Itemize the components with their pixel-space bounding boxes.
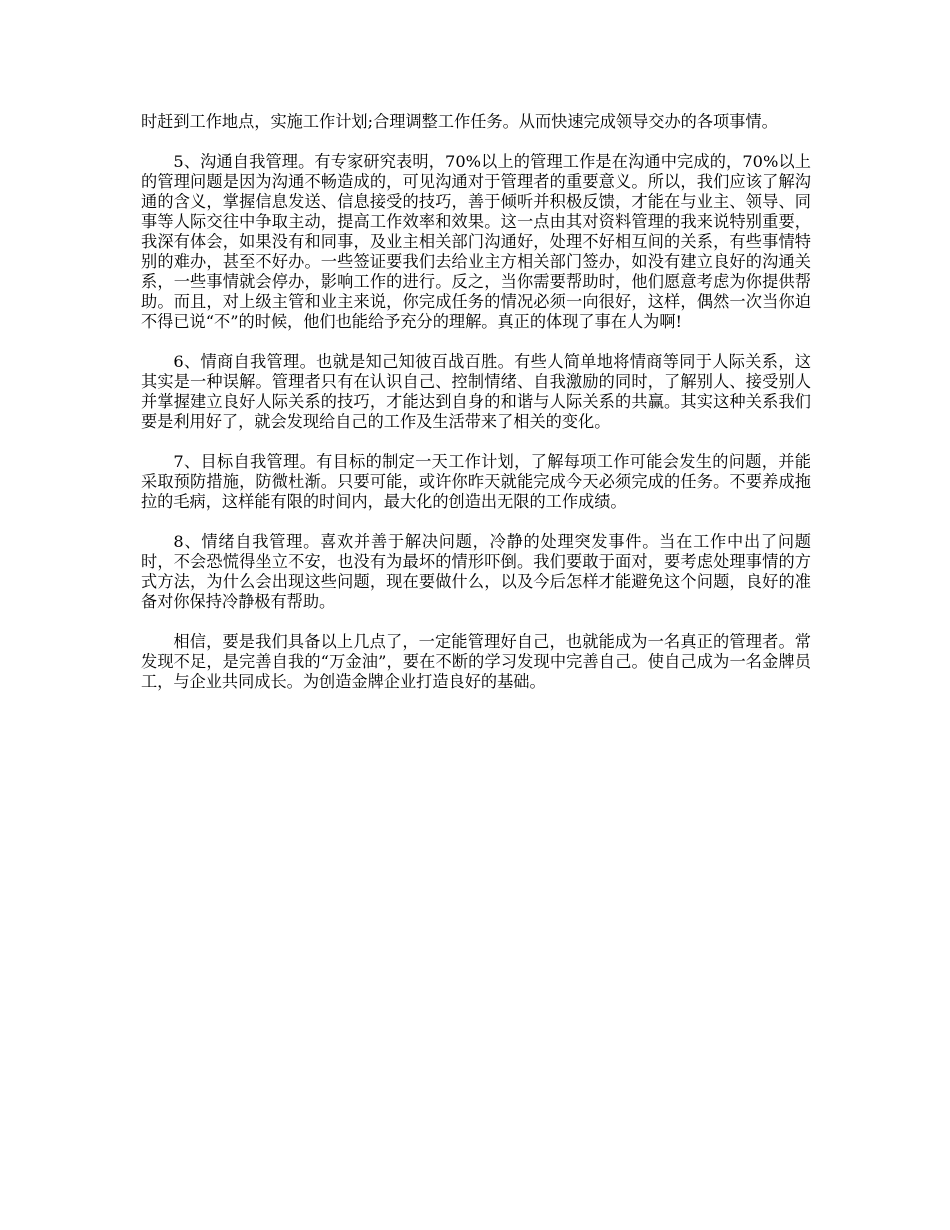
paragraph-emotion-management: 8、情绪自我管理。喜欢并善于解决问题，冷静的处理突发事件。当在工作中出了问题时，不会恐慌得坐立不安，也没有为最坏的情形吓倒。我们要敢于面对，要考虑处理事情的方式方法，为什么会出现这些问题，现在要做什么，以及今后怎样才能避免这个问题，良好的准备对你保持冷静极有帮助。 xyxy=(141,532,811,611)
paragraph-conclusion: 相信，要是我们具备以上几点了，一定能管理好自己，也就能成为一名真正的管理者。常发现不足，是完善自我的“万金油”，要在不断的学习发现中完善自己。使自己成为一名金牌员工，与企业共同成长。为创造金牌企业打造良好的基础。 xyxy=(141,632,811,691)
paragraph-goal-management: 7、目标自我管理。有目标的制定一天工作计划，了解每项工作可能会发生的问题，并能采取预防措施，防微杜渐。只要可能，或许你昨天就能完成今天必须完成的任务。不要养成拖拉的毛病，这样能有限的时间内，最大化的创造出无限的工作成绩。 xyxy=(141,452,811,511)
paragraph-communication-management: 5、沟通自我管理。有专家研究表明，70%以上的管理工作是在沟通中完成的，70%以上的管理问题是因为沟通不畅造成的，可见沟通对于管理者的重要意义。所以，我们应该了解沟通的含义，掌握信息发送、信息接受的技巧，善于倾听并积极反馈，才能在与业主、领导、同事等人际交往中争取主动，提高工作效率和效果。这一点由其对资料管理的我来说特别重要，我深有体会，如果没有和同事，及业主相关部门沟通好，处理不好相互间的关系，有些事情特别的难办，甚至不好办。一些签证要我们去给业主方相关部门签办，如没有建立良好的沟通关系，一些事情就会停办，影响工作的进行。反之，当你需要帮助时，他们愿意考虑为你提供帮助。而且，对上级主管和业主来说，你完成任务的情况必须一向很好，这样，偶然一次当你迫不得已说“不”的时候，他们也能给予充分的理解。真正的体现了事在人为啊! xyxy=(141,152,811,331)
document-body xyxy=(141,112,811,712)
paragraph-eq-management: 6、情商自我管理。也就是知己知彼百战百胜。有些人简单地将情商等同于人际关系，这其实是一种误解。管理者只有在认识自己、控制情绪、自我激励的同时，了解别人、接受别人并掌握建立良好人际关系的技巧，才能达到自身的和谐与人际关系的共赢。其实这种关系我们要是利用好了，就会发现给自己的工作及生活带来了相关的变化。 xyxy=(141,352,811,431)
paragraph-continuation: 时赶到工作地点，实施工作计划;合理调整工作任务。从而快速完成领导交办的各项事情。 xyxy=(141,112,778,131)
